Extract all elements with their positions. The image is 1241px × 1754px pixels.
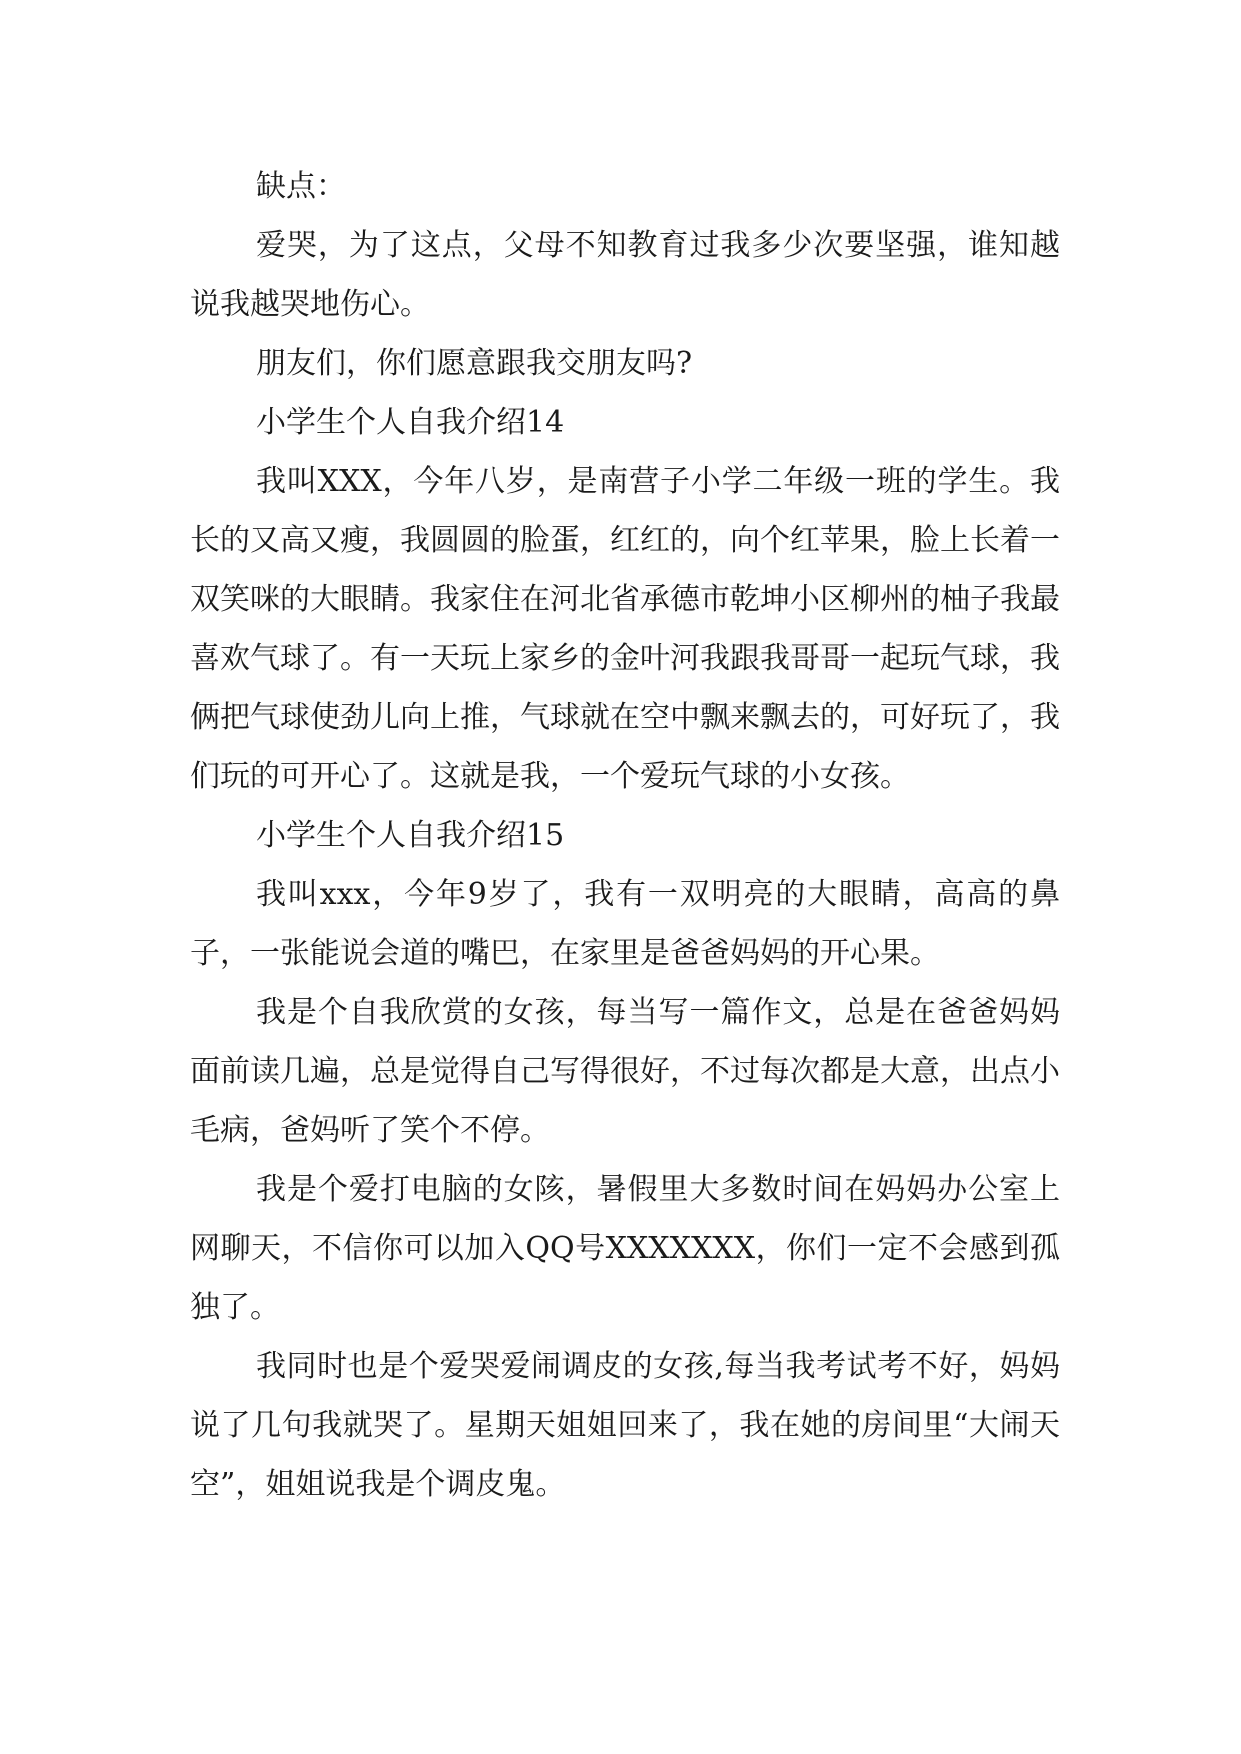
paragraph-shortcomings-heading: 缺点： bbox=[256, 169, 346, 204]
document-body bbox=[190, 157, 1060, 1514]
paragraph-intro-15: 我叫xxx，今年9岁了，我有一双明亮的大眼睛，高高的鼻子，一张能说会道的嘴巴，在家里是爸爸妈妈的开心果。 bbox=[190, 877, 1060, 971]
section-title-14: 小学生个人自我介绍14 bbox=[256, 405, 565, 440]
paragraph-naughty: 我同时也是个爱哭爱闹调皮的女孩,每当我考试考不好，妈妈说了几句我就哭了。星期天姐姐回来了，我在她的房间里“大闹天空”，姐姐说我是个调皮鬼。 bbox=[190, 1349, 1060, 1502]
paragraph-computer: 我是个爱打电脑的女陔，暑假里大多数时间在妈妈办公室上网聊天，不信你可以加入QQ号XXXXXXX，你们一定不会感到孤独了。 bbox=[190, 1172, 1060, 1325]
paragraph-self-appreciation: 我是个自我欣赏的女孩，每当写一篇作文，总是在爸爸妈妈面前读几遍，总是觉得自己写得很好，不过每次都是大意，出点小毛病，爸妈听了笑个不停。 bbox=[190, 995, 1060, 1148]
paragraph-friends-question: 朋友们，你们愿意跟我交朋友吗? bbox=[256, 346, 693, 381]
paragraph-intro-14: 我叫XXX，今年八岁，是南营子小学二年级一班的学生。我长的又高又瘦，我圆圆的脸蛋，红红的，向个红苹果，脸上长着一双笑咪的大眼睛。我家住在河北省承德市乾坤小区柳州的柚子我最喜欢气球了。有一天玩上家乡的金叶河我跟我哥哥一起玩气球，我俩把气球使劲儿向上推，气球就在空中飘来飘去的，可好玩了，我们玩的可开心了。这就是我，一个爱玩气球的小女孩。 bbox=[190, 464, 1060, 794]
section-title-15: 小学生个人自我介绍15 bbox=[256, 818, 565, 853]
paragraph-crying: 爱哭，为了这点，父母不知教育过我多少次要坚强，谁知越说我越哭地伤心。 bbox=[190, 228, 1060, 322]
